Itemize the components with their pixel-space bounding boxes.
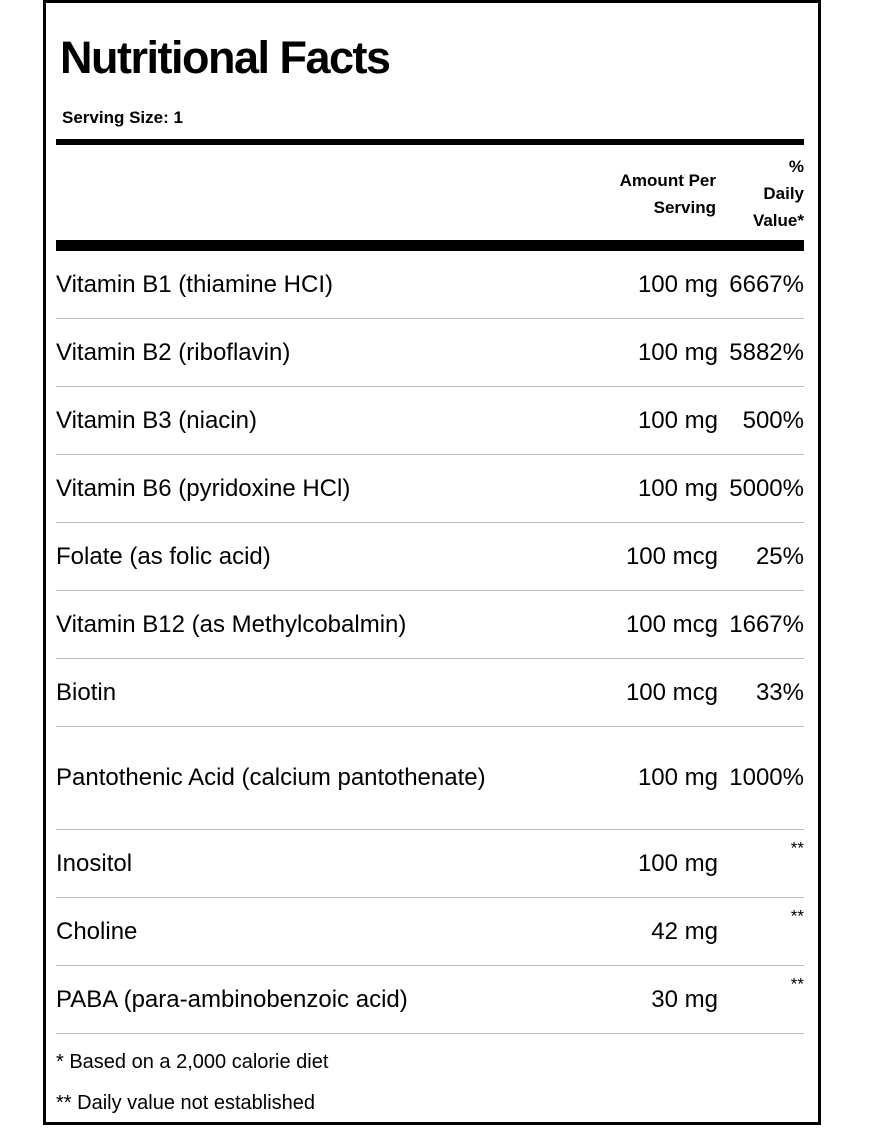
- amount-per-serving-header: [586, 167, 716, 221]
- nutrient-name: Vitamin B12 (as Methylcobalmin): [56, 610, 407, 638]
- nutrient-name: Choline: [56, 917, 138, 945]
- nutrient-name: Vitamin B2 (riboflavin): [56, 338, 291, 366]
- nutrient-amount: 100 mcg: [625, 610, 718, 638]
- nutrient-row: [56, 387, 804, 455]
- dv-header-line1: %: [788, 157, 804, 176]
- nutrient-row: [56, 966, 804, 1034]
- nutrient-row: [56, 898, 804, 966]
- nutrient-daily-value: **: [790, 974, 804, 994]
- footnote-calorie-diet: * Based on a 2,000 calorie diet: [56, 1051, 329, 1073]
- nutrient-row: [56, 523, 804, 591]
- nutrient-name: Vitamin B1 (thiamine HCI): [56, 270, 333, 298]
- nutrition-facts-label: [43, 0, 821, 1125]
- nutrient-name: Vitamin B6 (pyridoxine HCl): [56, 474, 351, 502]
- nutrient-daily-value: 6667%: [729, 270, 804, 298]
- nutrient-row: [56, 251, 804, 319]
- thick-rule: [56, 240, 804, 251]
- nutrient-amount: 100 mg: [637, 849, 718, 877]
- nutrient-name: Folate (as folic acid): [56, 542, 271, 570]
- amount-header-line2: Serving: [653, 198, 716, 217]
- nutrient-row: [56, 319, 804, 387]
- nutrient-amount: 100 mg: [637, 474, 718, 502]
- nutrient-daily-value: **: [790, 838, 804, 858]
- nutrient-daily-value: 1000%: [729, 764, 804, 791]
- nutrient-row: [56, 727, 804, 830]
- nutrient-name: Inositol: [56, 849, 133, 877]
- serving-size: Serving Size: 1: [62, 108, 183, 127]
- nutrient-row: [56, 830, 804, 898]
- label-content: [56, 3, 804, 1122]
- nutrient-row: [56, 659, 804, 727]
- footnote-not-established: ** Daily value not established: [56, 1092, 316, 1114]
- top-rule: [56, 139, 804, 145]
- nutrient-name: Vitamin B3 (niacin): [56, 406, 257, 434]
- nutrient-daily-value: 33%: [755, 678, 804, 706]
- nutrient-amount: 100 mcg: [625, 678, 718, 706]
- nutrient-name: Biotin: [56, 678, 117, 706]
- dv-header-line2: Daily: [763, 184, 804, 203]
- nutrient-amount: 30 mg: [651, 985, 718, 1013]
- nutrient-amount: 100 mcg: [625, 542, 718, 570]
- nutrient-amount: 100 mg: [637, 764, 718, 791]
- nutrient-amount: 100 mg: [637, 338, 718, 366]
- daily-value-header: [714, 153, 804, 234]
- nutrient-amount: 100 mg: [637, 270, 718, 298]
- nutrient-daily-value: 5000%: [729, 474, 804, 502]
- nutrient-row: [56, 591, 804, 659]
- nutrient-daily-value: 25%: [755, 542, 804, 570]
- dv-header-line3: Value*: [752, 211, 804, 230]
- nutrient-list: [56, 251, 804, 1034]
- nutrient-name: Pantothenic Acid (calcium pantothenate): [56, 764, 486, 791]
- nutrient-name: PABA (para-ambinobenzoic acid): [56, 985, 408, 1013]
- nutrient-daily-value: **: [790, 906, 804, 926]
- nutrient-amount: 100 mg: [637, 406, 718, 434]
- nutrient-daily-value: 5882%: [729, 338, 804, 366]
- nutrient-amount: 42 mg: [651, 917, 718, 945]
- label-title: Nutritional Facts: [60, 32, 390, 83]
- nutrient-daily-value: 1667%: [729, 610, 804, 638]
- amount-header-line1: Amount Per: [619, 171, 716, 190]
- nutrient-row: [56, 455, 804, 523]
- nutrient-daily-value: 500%: [742, 406, 804, 434]
